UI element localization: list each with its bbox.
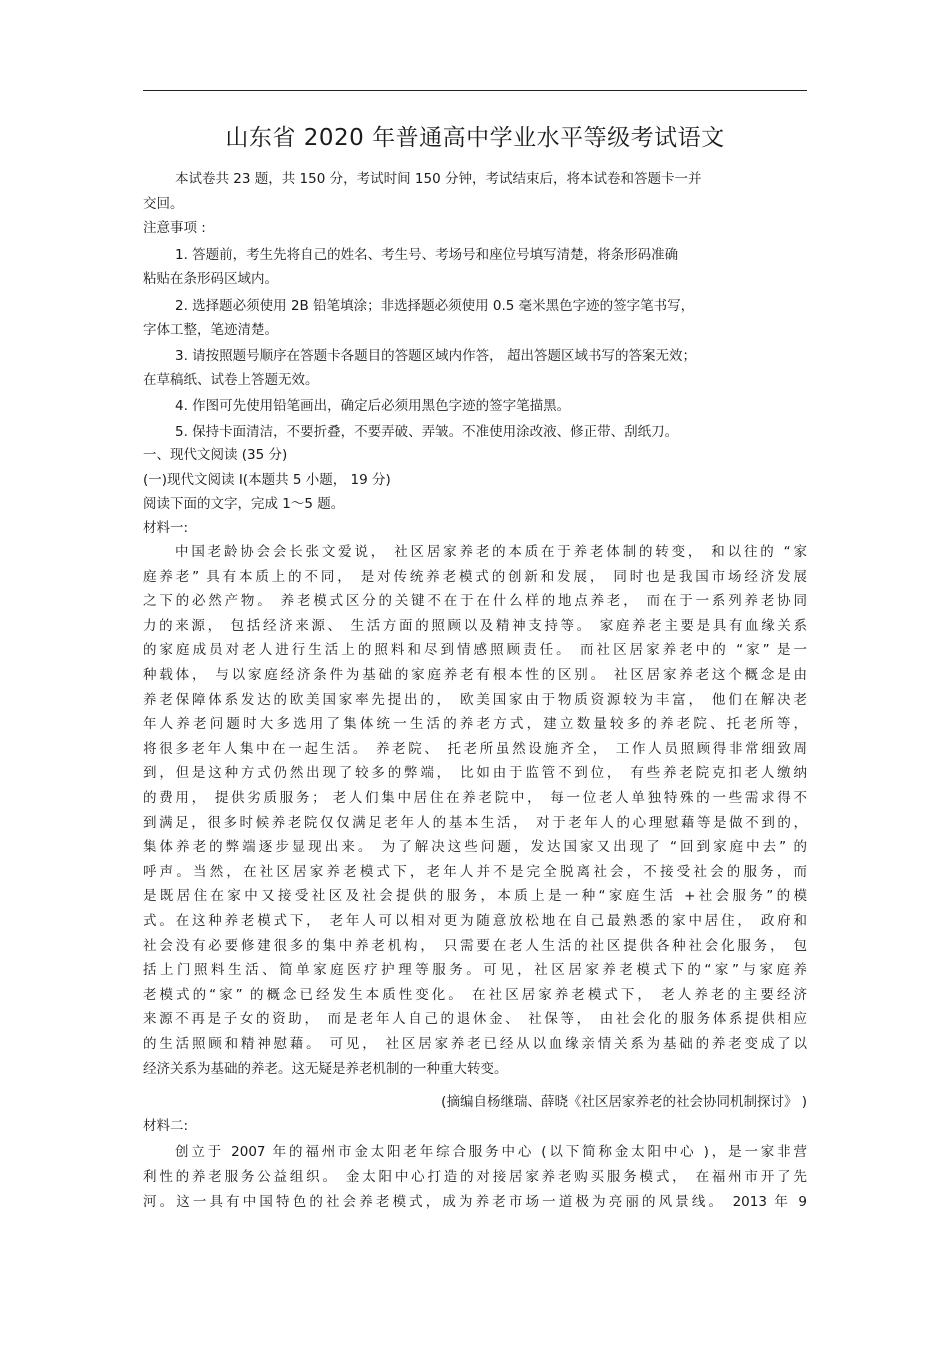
material-1-line: 将很多老年人集中在一起生活。 养老院、 托老所虽然设施齐全， 工作人员照顾得非常细致周	[143, 740, 807, 757]
note-1-line: 1. 答题前，考生先将自己的姓名、考生号、考场号和座位号填写清楚，将条形码准确	[175, 247, 679, 263]
material-1-line: 年人养老问题时大多选用了集体统一生活的养老方式，建立数量较多的养老院、托老所等，	[143, 716, 807, 733]
material-1-line: 社会没有必要修建很多的集中养老机构， 只需要在老人生活的社区提供各种社会化服务， 包	[143, 937, 807, 954]
notes-heading: 注意事项 :	[143, 220, 206, 236]
material-1-line: 的家庭成员对老人进行生活上的照料和尽到情感照顾责任。 而社区居家养老中的 “家” 是一	[143, 642, 807, 659]
material-1-line: 的生活照顾和精神慰藉。 可见， 社区居家养老已经从以血缘亲情关系为基础的养老变成了以	[143, 1036, 807, 1052]
intro-line: 交回。	[143, 196, 184, 212]
note-4-line: 4. 作图可先使用铅笔画出，确定后必须用黑色字迹的签字笔描黑。	[175, 398, 571, 414]
material-1-line: 力的来源， 包括经济来源、 生活方面的照顾以及精神支持等。 家庭养老主要是具有血缘关系	[143, 617, 807, 634]
material-1-line: 养老保障体系发达的欧美国家率先提出的， 欧美国家由于物质资源较为丰富， 他们在解决老	[143, 691, 807, 708]
note-2-line: 2. 选择题必须使用 2B 铅笔填涂；非选择题必须使用 0.5 毫米黑色字迹的签字笔书写，	[175, 298, 695, 314]
intro-line: 本试卷共 23 题，共 150 分，考试时间 150 分钟，考试结束后，将本试卷和答题卡一并	[175, 171, 702, 187]
material-1-line: 到满足，很多时候养老院仅仅满足老年人的基本生活， 对于老年人的心理慰藉等是做不到的，	[143, 814, 807, 831]
material-1-line: 来源不再是子女的资助， 而是老年人自己的退休金、 社保等， 由社会化的服务体系提供相应	[143, 1011, 807, 1028]
note-3-line: 3. 请按照题号顺序在答题卡各题目的答题区域内作答， 超出答题区域书写的答案无效；	[175, 348, 696, 364]
material-1-line: 到，但是这种方式仍然出现了较多的弊端， 比如由于监管不到位， 有些养老院克扣老人缴纳	[143, 765, 807, 782]
material-1-source: (摘编自杨继瑞、薛晓《社区居家养老的社会协同机制探讨》 )	[441, 1094, 807, 1110]
material-1-label: 材料一:	[143, 520, 189, 536]
note-2-line: 字体工整，笔迹清楚。	[143, 322, 278, 338]
material-2-line: 利性的养老服务公益组织。 金太阳中心打造的对接居家养老购买服务模式， 在福州市开了先	[143, 1169, 807, 1185]
reading-instruction: 阅读下面的文字，完成 1～5 题。	[143, 496, 345, 512]
material-1-line: 是既居住在家中又接受社区及社会提供的服务，本质上是一种“家庭生活 +社会服务”的模	[143, 888, 807, 905]
material-1-line: 经济关系为基础的养老。这无疑是养老机制的一种重大转变。	[143, 1060, 508, 1077]
material-1-line: 庭养老” 具有本质上的不同， 是对传统养老模式的创新和发展， 同时也是我国市场经济发展	[143, 568, 807, 585]
subsection-heading: (一)现代文阅读 I(本题共 5 小题， 19 分)	[143, 472, 391, 488]
material-1-line: 中国老龄协会会长张文爱说， 社区居家养老的本质在于养老体制的转变， 和以往的 “家	[175, 544, 807, 560]
material-2-line: 河。这一具有中国特色的社会养老模式，成为养老市场一道极为亮丽的风景线。 2013 年 9	[143, 1194, 807, 1210]
note-5-line: 5. 保持卡面清洁，不要折叠，不要弄破、弄皱。不准使用涂改液、修正带、刮纸刀。	[175, 424, 679, 440]
material-1-line: 老模式的“家” 的概念已经发生本质性变化。 在社区居家养老模式下， 老人养老的主要经济	[143, 986, 807, 1003]
material-1-line: 种载体， 与以家庭经济条件为基础的家庭养老有根本性的区别。 社区居家养老这个概念是由	[143, 667, 807, 683]
note-1-line: 粘贴在条形码区域内。	[143, 271, 278, 287]
material-1-line: 式。在这种养老模式下， 老年人可以相对更为随意放松地在自己最熟悉的家中居住， 政府和	[143, 913, 807, 929]
material-1-line: 之下的必然产物。 养老模式区分的关键不在于在什么样的地点养老， 而在于一系列养老协同	[143, 593, 807, 610]
header-rule	[143, 90, 807, 91]
material-1-line: 呼声。当然，在社区居家养老模式下，老年人并不是完全脱离社会，不接受社会的服务，而	[143, 863, 807, 880]
material-1-line: 括上门照料生活、简单家庭医疗护理等服务。可见，社区居家养老模式下的“家”与家庭养	[143, 962, 807, 979]
page-title: 山东省 2020 年普通高中学业水平等级考试语文	[225, 125, 725, 151]
note-3-line: 在草稿纸、试卷上答题无效。	[143, 372, 319, 388]
material-1-line: 的费用， 提供劣质服务； 老人们集中居住在养老院中， 每一位老人单独特殊的一些需求得不	[143, 790, 807, 806]
section-heading: 一、现代文阅读 (35 分)	[143, 447, 288, 463]
material-1-line: 集体养老的弊端逐步显现出来。 为了解决这些问题，发达国家又出现了 “回到家庭中去” 的	[143, 839, 807, 856]
material-2-label: 材料二:	[143, 1118, 189, 1134]
material-2-line: 创立于 2007 年的福州市金太阳老年综合服务中心 (以下简称金太阳中心 )，是一家非营	[175, 1144, 807, 1160]
